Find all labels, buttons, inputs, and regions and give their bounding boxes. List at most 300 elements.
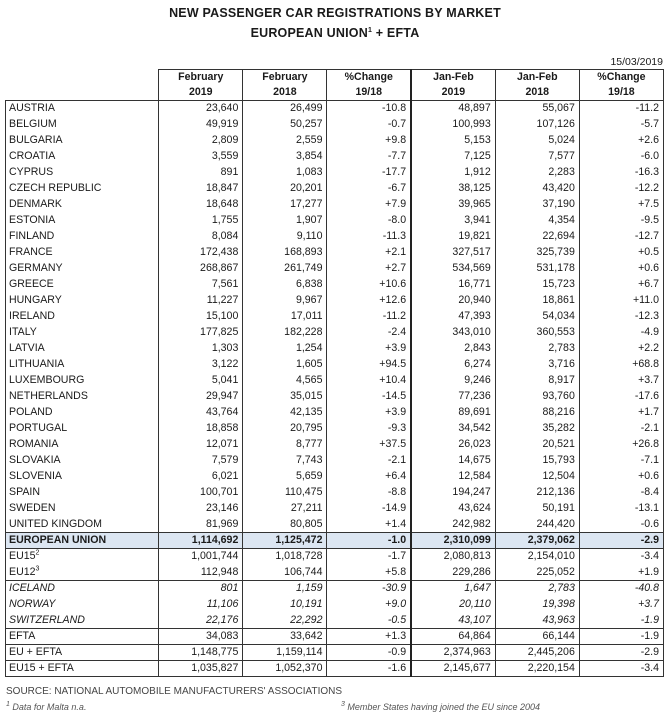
value-cell: 3,122 [159, 357, 243, 373]
value-cell: 168,893 [243, 245, 327, 261]
country-row [6, 117, 664, 133]
value-cell: 5,659 [243, 469, 327, 485]
value-cell: 172,438 [159, 245, 243, 261]
value-cell: -6.0 [579, 149, 663, 165]
value-cell: 26,499 [243, 101, 327, 117]
value-cell: +0.6 [579, 261, 663, 277]
value-cell: -13.1 [579, 501, 663, 517]
efta-country-row [6, 613, 664, 629]
value-cell: 268,867 [159, 261, 243, 277]
value-cell: -16.3 [579, 165, 663, 181]
header-row-1 [6, 70, 664, 86]
row-label: EUROPEAN UNION [6, 533, 159, 549]
value-cell: 325,739 [495, 245, 579, 261]
value-cell: 14,675 [411, 453, 495, 469]
value-cell: 801 [159, 581, 243, 597]
row-label: FINLAND [6, 229, 159, 245]
value-cell: -2.1 [579, 421, 663, 437]
value-cell: 327,517 [411, 245, 495, 261]
row-label: $EU15^2$ [6, 549, 159, 565]
value-cell: 20,201 [243, 181, 327, 197]
value-cell: 18,858 [159, 421, 243, 437]
value-cell: 11,227 [159, 293, 243, 309]
value-cell: 16,771 [411, 277, 495, 293]
row-label: UNITED KINGDOM [6, 517, 159, 533]
header-year: 2019 [159, 85, 243, 101]
country-row [6, 229, 664, 245]
value-cell: 15,793 [495, 453, 579, 469]
row-label: $EU12^3$ [6, 565, 159, 581]
value-cell: +12.6 [327, 293, 411, 309]
country-row [6, 293, 664, 309]
value-cell: 88,216 [495, 405, 579, 421]
row-label: ITALY [6, 325, 159, 341]
value-cell: 43,107 [411, 613, 495, 629]
value-cell: 50,191 [495, 501, 579, 517]
value-cell: 229,286 [411, 565, 495, 581]
value-cell: -2.9 [579, 533, 663, 549]
value-cell: 43,624 [411, 501, 495, 517]
value-cell: 531,178 [495, 261, 579, 277]
value-cell: 194,247 [411, 485, 495, 501]
value-cell: 2,809 [159, 133, 243, 149]
value-cell: 8,917 [495, 373, 579, 389]
value-cell: 22,292 [243, 613, 327, 629]
country-row [6, 325, 664, 341]
value-cell: +1.4 [327, 517, 411, 533]
row-label: ESTONIA [6, 213, 159, 229]
value-cell: 8,084 [159, 229, 243, 245]
value-cell: +11.0 [579, 293, 663, 309]
value-cell: 4,354 [495, 213, 579, 229]
value-cell: 1,605 [243, 357, 327, 373]
row-label: LUXEMBOURG [6, 373, 159, 389]
value-cell: +37.5 [327, 437, 411, 453]
value-cell: 35,282 [495, 421, 579, 437]
value-cell: 55,067 [495, 101, 579, 117]
country-row [6, 261, 664, 277]
value-cell: 66,144 [495, 629, 579, 645]
value-cell: 1,912 [411, 165, 495, 181]
value-cell: 1,018,728 [243, 549, 327, 565]
value-cell: -12.7 [579, 229, 663, 245]
value-cell: 242,982 [411, 517, 495, 533]
value-cell: 27,211 [243, 501, 327, 517]
row-label: SWEDEN [6, 501, 159, 517]
country-row [6, 501, 664, 517]
value-cell: -0.5 [327, 613, 411, 629]
efta-country-row [6, 597, 664, 613]
row-label: SLOVENIA [6, 469, 159, 485]
header-janfeb-2018: Jan-Feb [495, 70, 579, 86]
value-cell: 43,963 [495, 613, 579, 629]
value-cell: 2,310,099 [411, 533, 495, 549]
value-cell: 1,114,692 [159, 533, 243, 549]
value-cell: 1,159,114 [243, 645, 327, 661]
value-cell: 80,805 [243, 517, 327, 533]
value-cell: 23,640 [159, 101, 243, 117]
value-cell: -11.2 [579, 101, 663, 117]
row-label: BULGARIA [6, 133, 159, 149]
value-cell: 20,521 [495, 437, 579, 453]
row-label: ICELAND [6, 581, 159, 597]
value-cell: 5,041 [159, 373, 243, 389]
value-cell: 1,001,744 [159, 549, 243, 565]
value-cell: -11.3 [327, 229, 411, 245]
value-cell: -1.0 [327, 533, 411, 549]
value-cell: +68.8 [579, 357, 663, 373]
value-cell: 8,777 [243, 437, 327, 453]
value-cell: -6.7 [327, 181, 411, 197]
value-cell: 4,565 [243, 373, 327, 389]
footnote-member-states: $^3$ Member States having joined the EU since 2004 [341, 701, 541, 712]
country-row [6, 101, 664, 117]
value-cell: +6.7 [579, 277, 663, 293]
value-cell: +2.1 [327, 245, 411, 261]
value-cell: -8.4 [579, 485, 663, 501]
value-cell: -40.8 [579, 581, 663, 597]
value-cell: +0.5 [579, 245, 663, 261]
header-feb-2019: February [159, 70, 243, 86]
header-year: 2019 [411, 85, 495, 101]
header-period: 19/18 [579, 85, 663, 101]
value-cell: 343,010 [411, 325, 495, 341]
value-cell: 93,760 [495, 389, 579, 405]
value-cell: +3.7 [579, 597, 663, 613]
value-cell: 225,052 [495, 565, 579, 581]
row-label: SLOVAKIA [6, 453, 159, 469]
value-cell: 7,561 [159, 277, 243, 293]
value-cell: 261,749 [243, 261, 327, 277]
value-cell: +5.8 [327, 565, 411, 581]
value-cell: 20,940 [411, 293, 495, 309]
value-cell: 38,125 [411, 181, 495, 197]
value-cell: 11,106 [159, 597, 243, 613]
row-label: CROATIA [6, 149, 159, 165]
value-cell: 7,579 [159, 453, 243, 469]
efta-country-row [6, 581, 664, 597]
country-row [6, 165, 664, 181]
value-cell: 2,080,813 [411, 549, 495, 565]
value-cell: 19,398 [495, 597, 579, 613]
value-cell: 212,136 [495, 485, 579, 501]
value-cell: 110,475 [243, 485, 327, 501]
value-cell: 17,277 [243, 197, 327, 213]
row-label: CZECH REPUBLIC [6, 181, 159, 197]
value-cell: 9,246 [411, 373, 495, 389]
value-cell: 81,969 [159, 517, 243, 533]
country-row [6, 149, 664, 165]
value-cell: -7.7 [327, 149, 411, 165]
total-row-eu-efta [6, 645, 664, 661]
row-label: AUSTRIA [6, 101, 159, 117]
value-cell: 112,948 [159, 565, 243, 581]
value-cell: 2,843 [411, 341, 495, 357]
value-cell: 891 [159, 165, 243, 181]
value-cell: -12.2 [579, 181, 663, 197]
country-row [6, 277, 664, 293]
value-cell: 2,283 [495, 165, 579, 181]
value-cell: 2,379,062 [495, 533, 579, 549]
value-cell: +10.4 [327, 373, 411, 389]
value-cell: 18,648 [159, 197, 243, 213]
value-cell: -0.6 [579, 517, 663, 533]
value-cell: -1.7 [327, 549, 411, 565]
value-cell: 22,694 [495, 229, 579, 245]
value-cell: 77,236 [411, 389, 495, 405]
value-cell: +0.6 [579, 469, 663, 485]
value-cell: -7.1 [579, 453, 663, 469]
value-cell: 34,083 [159, 629, 243, 645]
value-cell: +1.9 [579, 565, 663, 581]
subtotal-row-eu12 [6, 565, 664, 581]
header-change-month: %Change [327, 70, 411, 86]
value-cell: +26.8 [579, 437, 663, 453]
country-row [6, 181, 664, 197]
total-row-eu [6, 533, 664, 549]
value-cell: +9.8 [327, 133, 411, 149]
value-cell: -1.9 [579, 629, 663, 645]
value-cell: 47,393 [411, 309, 495, 325]
value-cell: +6.4 [327, 469, 411, 485]
value-cell: 534,569 [411, 261, 495, 277]
value-cell: 2,220,154 [495, 661, 579, 677]
value-cell: +94.5 [327, 357, 411, 373]
country-row [6, 453, 664, 469]
header-period: 19/18 [327, 85, 411, 101]
value-cell: +3.9 [327, 405, 411, 421]
value-cell: +10.6 [327, 277, 411, 293]
value-cell: -1.6 [327, 661, 411, 677]
header-row-2 [6, 85, 664, 101]
value-cell: 2,783 [495, 581, 579, 597]
row-label: FRANCE [6, 245, 159, 261]
value-cell: 1,052,370 [243, 661, 327, 677]
country-row [6, 341, 664, 357]
country-row [6, 437, 664, 453]
value-cell: 33,642 [243, 629, 327, 645]
value-cell: -5.7 [579, 117, 663, 133]
row-label: EU + EFTA [6, 645, 159, 661]
value-cell: +7.5 [579, 197, 663, 213]
country-row [6, 245, 664, 261]
value-cell: 107,126 [495, 117, 579, 133]
value-cell: 100,993 [411, 117, 495, 133]
value-cell: 6,021 [159, 469, 243, 485]
registrations-table [5, 69, 664, 677]
value-cell: 29,947 [159, 389, 243, 405]
row-label: SWITZERLAND [6, 613, 159, 629]
row-label: POLAND [6, 405, 159, 421]
value-cell: -11.2 [327, 309, 411, 325]
value-cell: 3,559 [159, 149, 243, 165]
value-cell: -12.3 [579, 309, 663, 325]
value-cell: -8.0 [327, 213, 411, 229]
value-cell: 5,024 [495, 133, 579, 149]
value-cell: -10.8 [327, 101, 411, 117]
value-cell: 7,743 [243, 453, 327, 469]
row-label: NETHERLANDS [6, 389, 159, 405]
value-cell: +1.7 [579, 405, 663, 421]
value-cell: 10,191 [243, 597, 327, 613]
value-cell: +3.7 [579, 373, 663, 389]
value-cell: 43,764 [159, 405, 243, 421]
value-cell: 5,153 [411, 133, 495, 149]
value-cell: 34,542 [411, 421, 495, 437]
country-row [6, 373, 664, 389]
value-cell: 1,159 [243, 581, 327, 597]
report-subtitle: EUROPEAN $UNION^1$ + EFTA [250, 26, 420, 40]
header-feb-2018: February [243, 70, 327, 86]
value-cell: -0.9 [327, 645, 411, 661]
value-cell: 1,035,827 [159, 661, 243, 677]
country-row [6, 133, 664, 149]
value-cell: 6,838 [243, 277, 327, 293]
value-cell: 100,701 [159, 485, 243, 501]
value-cell: 15,723 [495, 277, 579, 293]
value-cell: 26,023 [411, 437, 495, 453]
value-cell: 1,083 [243, 165, 327, 181]
value-cell: 1,755 [159, 213, 243, 229]
row-label: BELGIUM [6, 117, 159, 133]
row-label: ROMANIA [6, 437, 159, 453]
subtotal-row-eu15 [6, 549, 664, 565]
value-cell: -3.4 [579, 661, 663, 677]
value-cell: 64,864 [411, 629, 495, 645]
value-cell: 7,125 [411, 149, 495, 165]
value-cell: -4.9 [579, 325, 663, 341]
value-cell: 1,303 [159, 341, 243, 357]
country-row [6, 517, 664, 533]
row-label: CYPRUS [6, 165, 159, 181]
value-cell: 20,110 [411, 597, 495, 613]
value-cell: -8.8 [327, 485, 411, 501]
value-cell: 43,420 [495, 181, 579, 197]
value-cell: 1,148,775 [159, 645, 243, 661]
value-cell: 2,154,010 [495, 549, 579, 565]
value-cell: 48,897 [411, 101, 495, 117]
row-label: LATVIA [6, 341, 159, 357]
row-label: SPAIN [6, 485, 159, 501]
header-year: 2018 [495, 85, 579, 101]
value-cell: 1,125,472 [243, 533, 327, 549]
row-label: IRELAND [6, 309, 159, 325]
row-label: EU15 + EFTA [6, 661, 159, 677]
total-row-efta [6, 629, 664, 645]
value-cell: +2.2 [579, 341, 663, 357]
country-row [6, 309, 664, 325]
value-cell: +2.7 [327, 261, 411, 277]
value-cell: 18,861 [495, 293, 579, 309]
value-cell: 37,190 [495, 197, 579, 213]
value-cell: 42,135 [243, 405, 327, 421]
value-cell: 18,847 [159, 181, 243, 197]
value-cell: 182,228 [243, 325, 327, 341]
report-title: NEW PASSENGER CAR REGISTRATIONS BY MARKET [169, 6, 501, 20]
value-cell: +1.3 [327, 629, 411, 645]
value-cell: 49,919 [159, 117, 243, 133]
value-cell: 35,015 [243, 389, 327, 405]
row-label: LITHUANIA [6, 357, 159, 373]
country-row [6, 469, 664, 485]
value-cell: -3.4 [579, 549, 663, 565]
value-cell: -2.9 [579, 645, 663, 661]
value-cell: 15,100 [159, 309, 243, 325]
value-cell: 17,011 [243, 309, 327, 325]
value-cell: -1.9 [579, 613, 663, 629]
value-cell: +9.0 [327, 597, 411, 613]
value-cell: 360,553 [495, 325, 579, 341]
value-cell: -2.4 [327, 325, 411, 341]
row-label: GERMANY [6, 261, 159, 277]
value-cell: +2.6 [579, 133, 663, 149]
value-cell: 1,647 [411, 581, 495, 597]
value-cell: 19,821 [411, 229, 495, 245]
value-cell: 89,691 [411, 405, 495, 421]
value-cell: -0.7 [327, 117, 411, 133]
country-row [6, 389, 664, 405]
value-cell: 177,825 [159, 325, 243, 341]
value-cell: 23,146 [159, 501, 243, 517]
row-label: NORWAY [6, 597, 159, 613]
country-row [6, 197, 664, 213]
value-cell: 3,854 [243, 149, 327, 165]
value-cell: -14.9 [327, 501, 411, 517]
value-cell: 7,577 [495, 149, 579, 165]
value-cell: 2,783 [495, 341, 579, 357]
country-row [6, 485, 664, 501]
value-cell: 106,744 [243, 565, 327, 581]
value-cell: 2,374,963 [411, 645, 495, 661]
header-change-ytd: %Change [579, 70, 663, 86]
value-cell: -17.6 [579, 389, 663, 405]
value-cell: 9,967 [243, 293, 327, 309]
value-cell: 1,254 [243, 341, 327, 357]
value-cell: -14.5 [327, 389, 411, 405]
header-year: 2018 [243, 85, 327, 101]
row-label: PORTUGAL [6, 421, 159, 437]
country-row [6, 421, 664, 437]
value-cell: 3,716 [495, 357, 579, 373]
value-cell: 12,504 [495, 469, 579, 485]
country-row [6, 213, 664, 229]
value-cell: 6,274 [411, 357, 495, 373]
report-date: 15/03/2019 [610, 56, 663, 68]
value-cell: 39,965 [411, 197, 495, 213]
value-cell: -9.5 [579, 213, 663, 229]
header-janfeb-2019: Jan-Feb [411, 70, 495, 86]
value-cell: 20,795 [243, 421, 327, 437]
total-row-eu15-efta [6, 661, 664, 677]
value-cell: +3.9 [327, 341, 411, 357]
value-cell: 54,034 [495, 309, 579, 325]
row-label: HUNGARY [6, 293, 159, 309]
value-cell: 3,941 [411, 213, 495, 229]
value-cell: 12,071 [159, 437, 243, 453]
value-cell: -9.3 [327, 421, 411, 437]
value-cell: -30.9 [327, 581, 411, 597]
value-cell: 244,420 [495, 517, 579, 533]
value-cell: 50,257 [243, 117, 327, 133]
source-note: SOURCE: NATIONAL AUTOMOBILE MANUFACTURERS' ASSOCIATIONS [6, 686, 343, 697]
country-row [6, 357, 664, 373]
footnote-malta: $^1$ Data for Malta n.a. [6, 701, 87, 712]
row-label: GREECE [6, 277, 159, 293]
value-cell: 9,110 [243, 229, 327, 245]
value-cell: 2,445,206 [495, 645, 579, 661]
value-cell: 2,559 [243, 133, 327, 149]
country-row [6, 405, 664, 421]
